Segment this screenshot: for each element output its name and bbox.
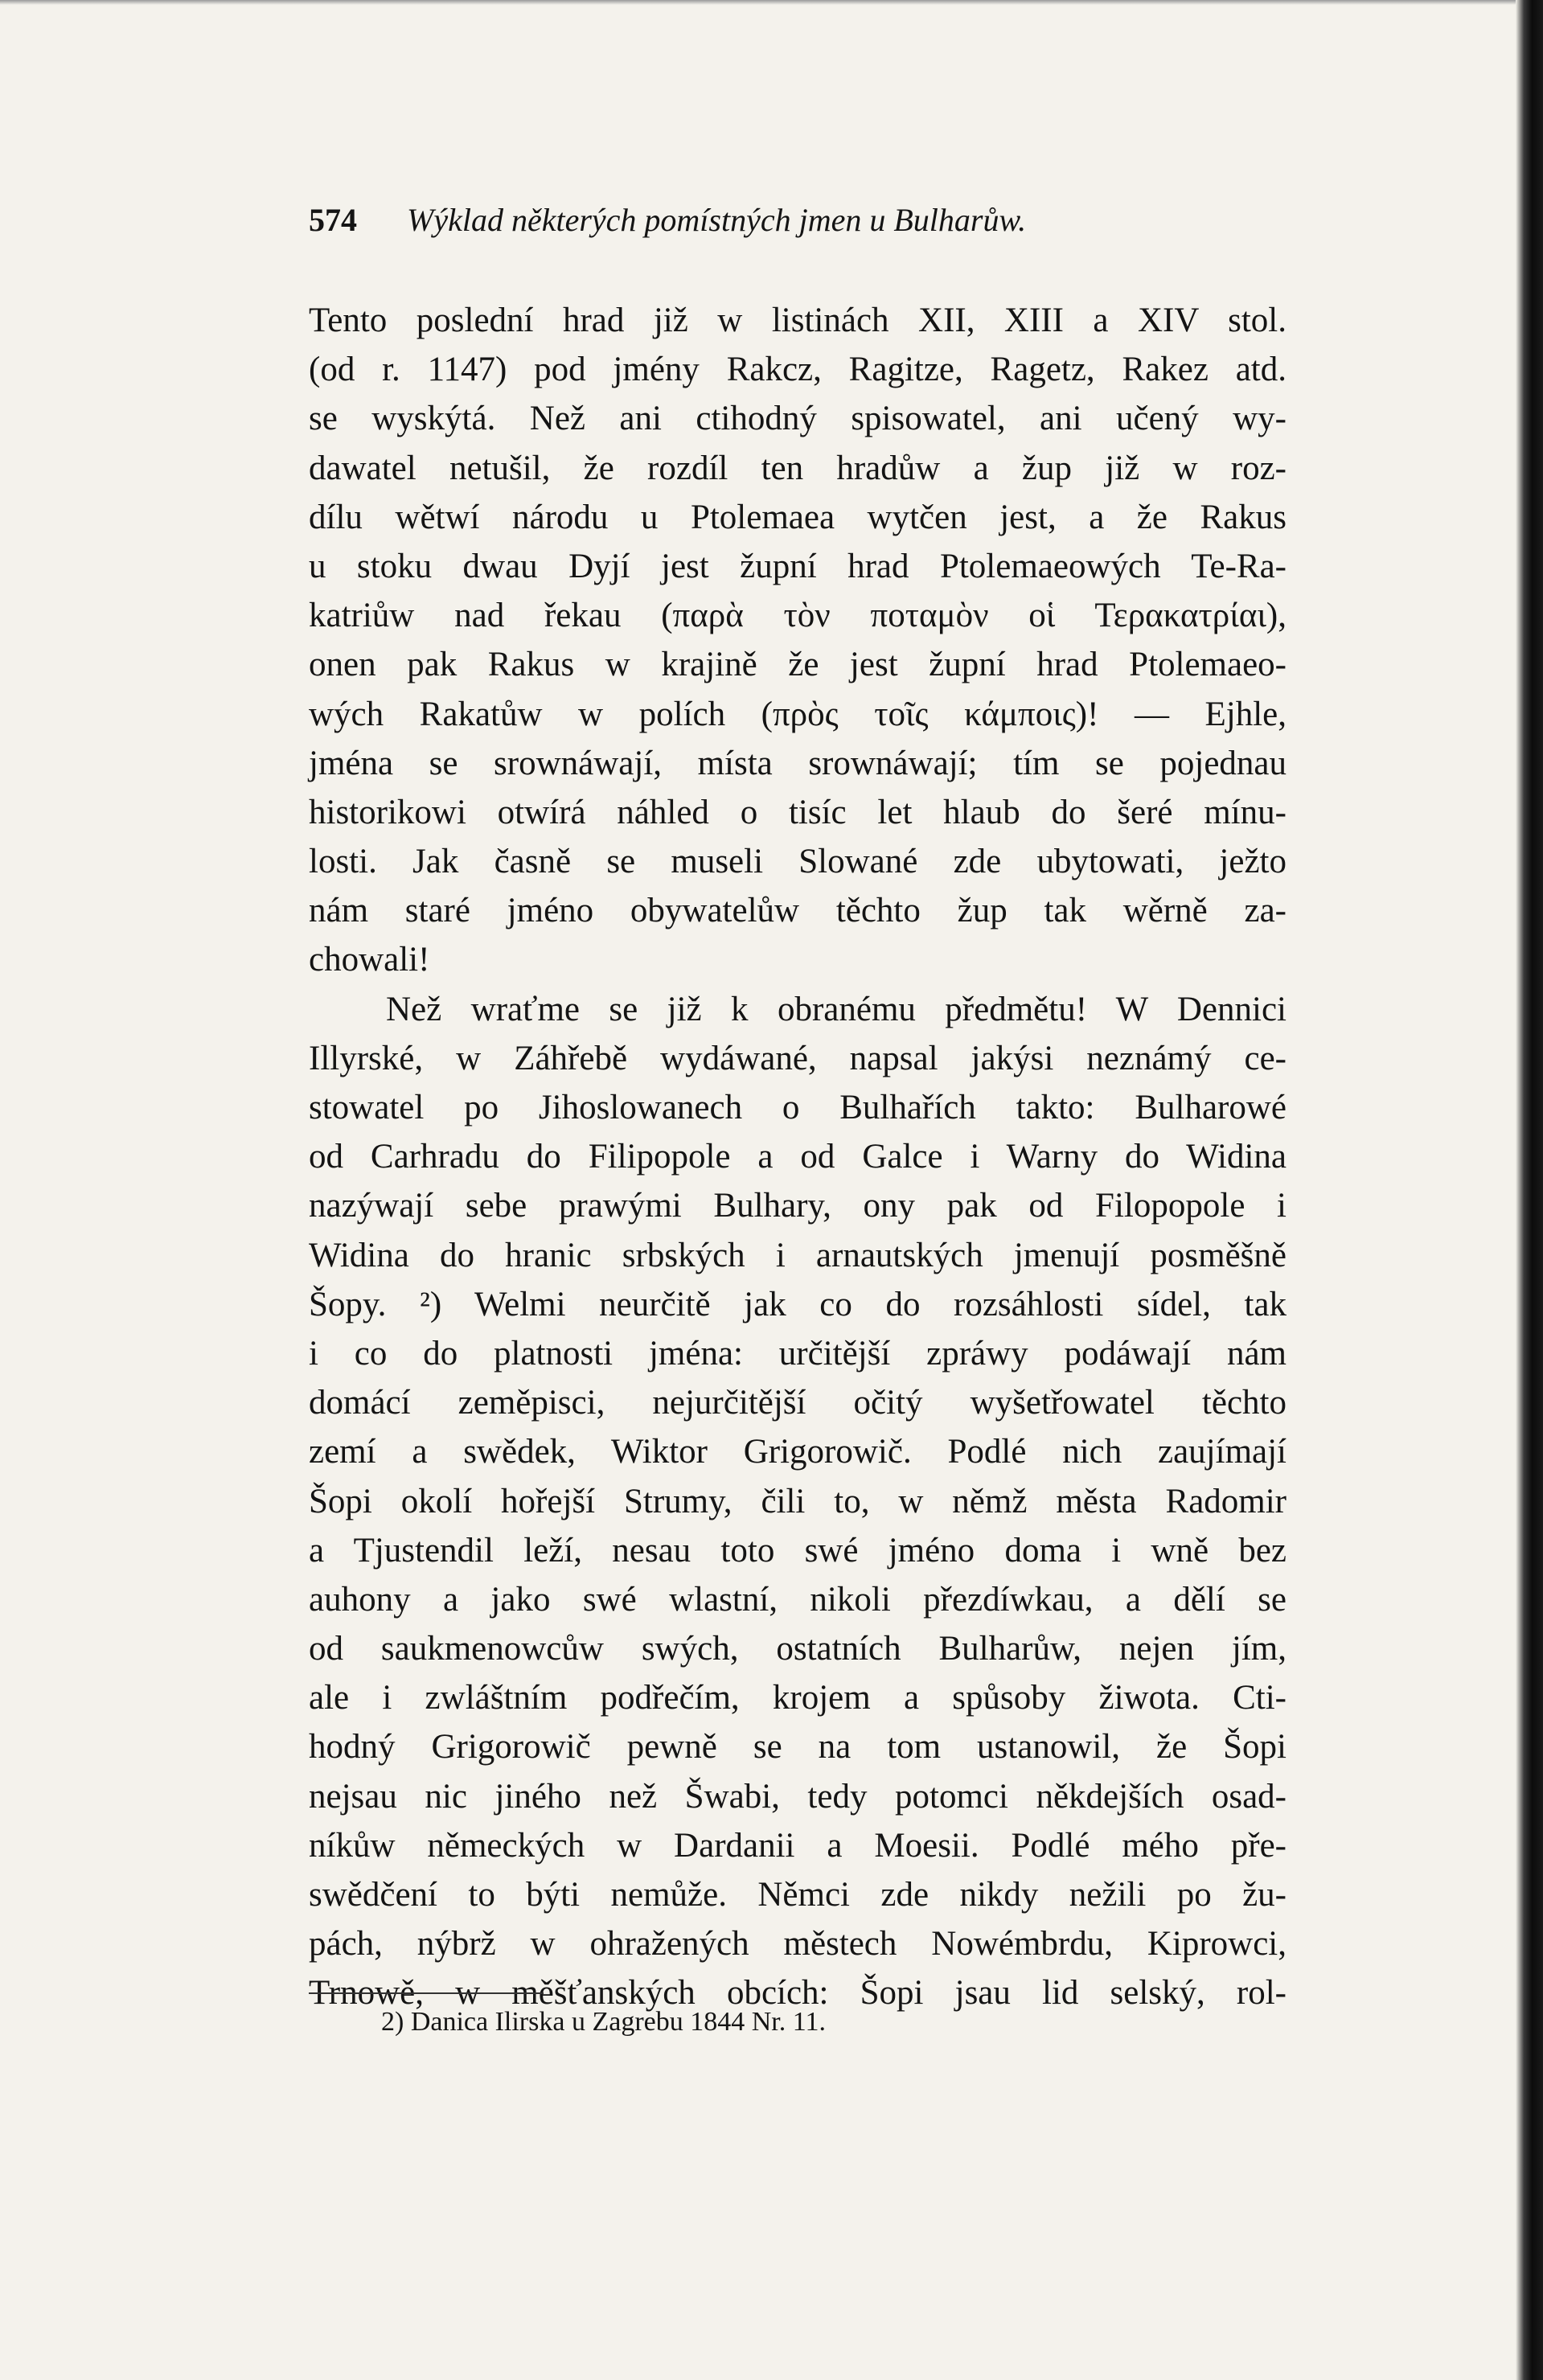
text-line: chowali!: [309, 941, 430, 979]
text-line: historikowi otwírá náhled o tisíc let hlaub do šeré mínu-: [309, 793, 1287, 831]
text-line: zemí a swědek, Wiktor Grigorowič. Podlé nich zaujímají: [309, 1433, 1287, 1471]
text-line: hodný Grigorowič pewně se na tom ustanowil, že Šopi: [309, 1728, 1287, 1767]
body-text: [309, 296, 1287, 2018]
text-line: dawatel netušil, že rozdíl ten hradůw a žup již w roz-: [309, 449, 1287, 487]
text-line: Tento poslední hrad již w listinách XII, XIII a XIV stol.: [309, 302, 1287, 339]
text-line: onen pak Rakus w krajině že jest župní hrad Ptolemaeo-: [309, 646, 1287, 684]
text-line: Než wraťme se již k obranému předmětu! W Dennici: [386, 990, 1287, 1028]
text-line: dílu wětwí národu u Ptolemaea wytčen jest, a že Rakus: [309, 498, 1287, 536]
text-line: nám staré jméno obywatelůw těchto žup tak wěrně za-: [309, 892, 1287, 930]
running-title: Wýklad některých pomístných jmen u Bulharůw.: [407, 202, 1027, 238]
text-line: nazýwají sebe prawými Bulhary, ony pak od Filopopole i: [309, 1187, 1287, 1225]
text-line: se wyskýtá. Než ani ctihodný spisowatel, ani učený wy-: [309, 400, 1287, 438]
text-line: níkůw německých w Dardanii a Moesii. Podlé mého pře-: [309, 1826, 1287, 1865]
text-line: losti. Jak časně se museli Slowané zde ubytowati, ježto: [309, 843, 1287, 881]
text-line: ale i zwláštním podřečím, krojem a spůsoby žiwota. Cti-: [309, 1679, 1287, 1717]
text-line: swědčení to býti nemůže. Němci zde nikdy nežili po žu-: [309, 1876, 1287, 1914]
text-line: Šopi okolí hořejší Strumy, čili to, w němž města Radomir: [309, 1482, 1287, 1520]
footnote: 2) Danica Ilirska u Zagrebu 1844 Nr. 11.: [381, 2007, 826, 2037]
text-line: Šopy. ²) Welmi neurčitě jak co do rozsáhlosti sídel, tak: [309, 1285, 1287, 1323]
text-line: jména se srownáwají, místa srownáwají; tím se pojednau: [309, 744, 1287, 782]
text-line: nejsau nic jiného než Šwabi, tedy potomci někdejších osad-: [309, 1777, 1287, 1816]
scan-binding-edge: [1516, 0, 1543, 2380]
book-page: [309, 201, 1287, 2292]
text-line: u stoku dwau Dyjí jest župní hrad Ptolemaeowých Te-Ra-: [309, 547, 1287, 585]
running-header: [309, 201, 1287, 249]
text-line: Trnowě, w měšťanských obcích: Šopi jsau lid selský, rol-: [309, 1974, 1287, 2013]
scan-top-shadow: [0, 0, 1543, 5]
text-line: a Tjustendil leží, nesau toto swé jméno doma i wně bez: [309, 1531, 1287, 1570]
text-line: od Carhradu do Filipopole a od Galce i Warny do Widina: [309, 1138, 1287, 1176]
text-line: od saukmenowcůw swých, ostatních Bulharůw, nejen jím,: [309, 1630, 1287, 1668]
text-line: i co do platnosti jména: určitější zpráwy podáwají nám: [309, 1334, 1287, 1373]
page-number: 574: [309, 202, 357, 238]
text-line: Widina do hranic srbských i arnautských jmenují posměšně: [309, 1236, 1287, 1274]
text-line: wých Rakatůw w polích (πρὸς τοῖς κάμποις)! — Ejhle,: [309, 695, 1287, 733]
text-line: pách, nýbrž w ohražených městech Nowémbrdu, Kiprowci,: [309, 1925, 1287, 1964]
footnote-rule: [309, 1992, 544, 1994]
text-line: Illyrské, w Záhřebě wydáwané, napsal jakýsi neznámý ce-: [309, 1039, 1287, 1077]
text-line: stowatel po Jihoslowanech o Bulhařích takto: Bulharowé: [309, 1089, 1287, 1126]
text-line: katriůw nad řekau (παρὰ τὸν ποταμὸν οἱ Τερακατρίαι),: [309, 597, 1287, 635]
text-line: auhony a jako swé wlastní, nikoli přezdíwkau, a dělí se: [309, 1580, 1287, 1619]
text-line: domácí zeměpisci, nejurčitější očitý wyšetřowatel těchto: [309, 1384, 1287, 1422]
text-line: (od r. 1147) pod jmény Rakcz, Ragitze, Ragetz, Rakez atd.: [309, 351, 1287, 389]
